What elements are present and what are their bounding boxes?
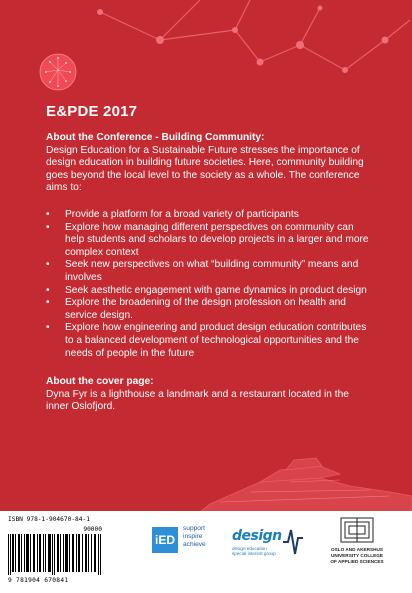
cover-heading: About the cover page: (46, 376, 154, 388)
list-item (46, 259, 371, 284)
design-logo-word: design (232, 528, 282, 544)
university-name-line: UNIVERSITY COLLEGE (330, 553, 383, 558)
cover-section (46, 376, 371, 414)
list-item (46, 285, 371, 298)
barcode-bars-icon (8, 534, 102, 575)
ied-tagline-line: achieve (183, 541, 206, 548)
network-graphic (0, 0, 412, 110)
design-logo-sub1: design education (232, 546, 267, 551)
page-title: E&PDE 2017 (46, 103, 138, 120)
about-body: Design Education for a Sustainable Future stresses the importance of design education in building future societies. Here, community building goes beyond the local level to the society as a whole. The conference aims to: (46, 144, 364, 194)
lighthouse-graphic (190, 452, 412, 512)
design-education-logo (232, 526, 304, 558)
university-name-line: OF APPLIED SCIENCES (330, 559, 384, 564)
wave-icon (282, 526, 304, 556)
list-item-text: Explore how engineering and product design education contributes to a balanced development of technological opportunities and the needs of people in the future (65, 322, 367, 359)
price-code: 90000 (83, 526, 102, 533)
bullet-icon: • (46, 284, 50, 296)
ied-logo: iED (152, 527, 178, 553)
main-text (46, 132, 371, 414)
list-item (46, 222, 371, 260)
bullet-icon: • (46, 259, 50, 271)
list-item-text: Explore how managing different perspectives on community can help students and scholars to develop projects in a larger and more complex context (65, 221, 369, 258)
about-heading: About the Conference - Building Community: (46, 132, 265, 143)
list-item-text: Seek new perspectives on what “building community” means and involves (65, 259, 359, 283)
bullet-icon: • (46, 297, 50, 309)
university-mark-icon (339, 516, 375, 544)
cover-body: Dyna Fyr is a lighthouse a landmark and a restaurant located in the inner Oslofjord. (46, 388, 349, 413)
list-item (46, 322, 371, 360)
list-item (46, 209, 371, 222)
list-item-text: Provide a platform for a broad variety of participants (65, 208, 299, 220)
bullet-icon: • (46, 208, 50, 220)
ied-tagline-line: support (183, 525, 205, 532)
bullet-icon: • (46, 221, 50, 233)
list-item-text: Explore the broadening of the design profession on health and service design. (65, 297, 346, 321)
oslo-akershus-logo (312, 516, 402, 578)
list-item (46, 297, 371, 322)
barcode-number: 9 781904 670841 (8, 577, 69, 584)
list-item-text: Seek aesthetic engagement with game dynamics in product design (65, 284, 367, 296)
bullet-icon: • (46, 322, 50, 334)
design-logo-sub2: special interest group (232, 551, 276, 556)
ied-tagline (183, 525, 206, 549)
design-logo-subtitle (232, 546, 276, 556)
globe-icon (40, 54, 76, 90)
ied-tagline-line: inspire (183, 533, 203, 540)
barcode (6, 515, 104, 587)
university-name (312, 547, 402, 565)
isbn-text: ISBN 978-1-904670-84-1 (8, 516, 90, 523)
university-name-line: OSLO AND AKERSHUS (331, 547, 383, 552)
aims-list (46, 209, 371, 360)
